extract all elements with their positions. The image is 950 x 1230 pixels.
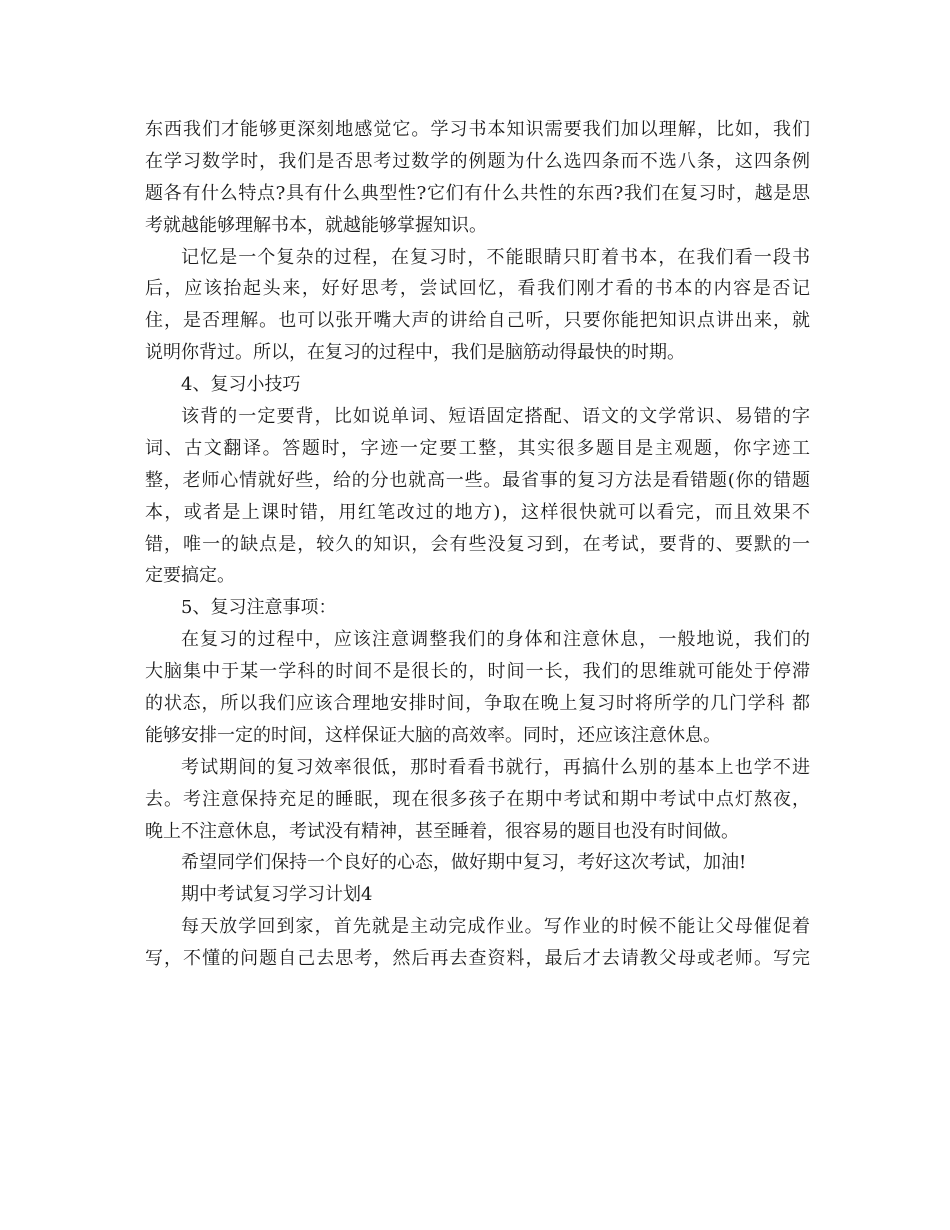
text-line: 记忆是一个复杂的过程，在复习时，不能眼睛只盯着书本，在我们看一段书 [181,246,810,268]
text-line: 在学习数学时，我们是否思考过数学的例题为什么选四条而不选八条，这四条例 [145,150,810,172]
text-line: 每天放学回到家，首先就是主动完成作业。写作业的时候不能让父母催促着 [181,916,810,938]
text-line: 整，老师心情就好些，给的分也就高一些。最省事的复习方法是看错题(你的错题 [145,469,810,491]
text-line: 4、复习小技巧 [181,374,301,396]
text-line: 本，或者是上课时错，用红笔改过的地方)，这样很快就可以看完，而且效果不 [145,501,810,523]
text-line: 希望同学们保持一个良好的心态，做好期中复习，考好这次考试，加油! [181,852,747,874]
document-body [145,114,810,975]
text-line: 能够安排一定的时间，这样保证大脑的高效率。同时，还应该注意休息。 [145,724,721,746]
text-line: 后，应该抬起头来，好好思考，尝试回忆，看我们刚才看的书本的内容是否记 [145,278,810,300]
text-line: 大脑集中于某一学科的时间不是很长的，时间一长，我们的思维就可能处于停滞 [145,661,810,683]
text-line: 东西我们才能够更深刻地感觉它。学习书本知识需要我们加以理解，比如，我们 [145,119,810,140]
text-line: 住，是否理解。也可以张开嘴大声的讲给自己听，只要你能把知识点讲出来，就 [145,310,810,332]
text-line: 定要搞定。 [145,565,235,587]
text-line: 去。考注意保持充足的睡眠，现在很多孩子在期中考试和期中考试中点灯熬夜， [145,788,810,810]
text-line: 晚上不注意休息，考试没有精神，甚至睡着，很容易的题目也没有时间做。 [145,820,739,842]
text-line: 考试期间的复习效率很低，那时看看书就行，再搞什么别的基本上也学不进 [181,756,810,778]
text-line: 5、复习注意事项： [181,597,337,619]
text-line: 词、古文翻译。答题时，字迹一定要工整，其实很多题目是主观题，你字迹工 [145,437,810,459]
text-line: 说明你背过。所以，在复习的过程中，我们是脑筋动得最快的时期。 [145,342,685,364]
text-line: 在复习的过程中，应该注意调整我们的身体和注意休息，一般地说，我们的 [181,629,810,651]
text-line: 错，唯一的缺点是，较久的知识，会有些没复习到，在考试，要背的、要默的一 [145,533,810,555]
text-line: 期中考试复习学习计划4 [181,884,373,906]
text-line: 考就越能够理解书本，就越能够掌握知识。 [145,214,487,236]
text-line: 题各有什么特点?具有什么典型性?它们有什么共性的东西?我们在复习时，越是思 [145,182,810,204]
text-line: 的状态，所以我们应该合理地安排时间，争取在晚上复习时将所学的几门学科 都 [145,693,810,715]
text-line: 该背的一定要背，比如说单词、短语固定搭配、语文的文学常识、易错的字 [181,406,810,428]
text-line: 写，不懂的问题自己去思考，然后再去查资料，最后才去请教父母或老师。写完 [145,948,810,970]
